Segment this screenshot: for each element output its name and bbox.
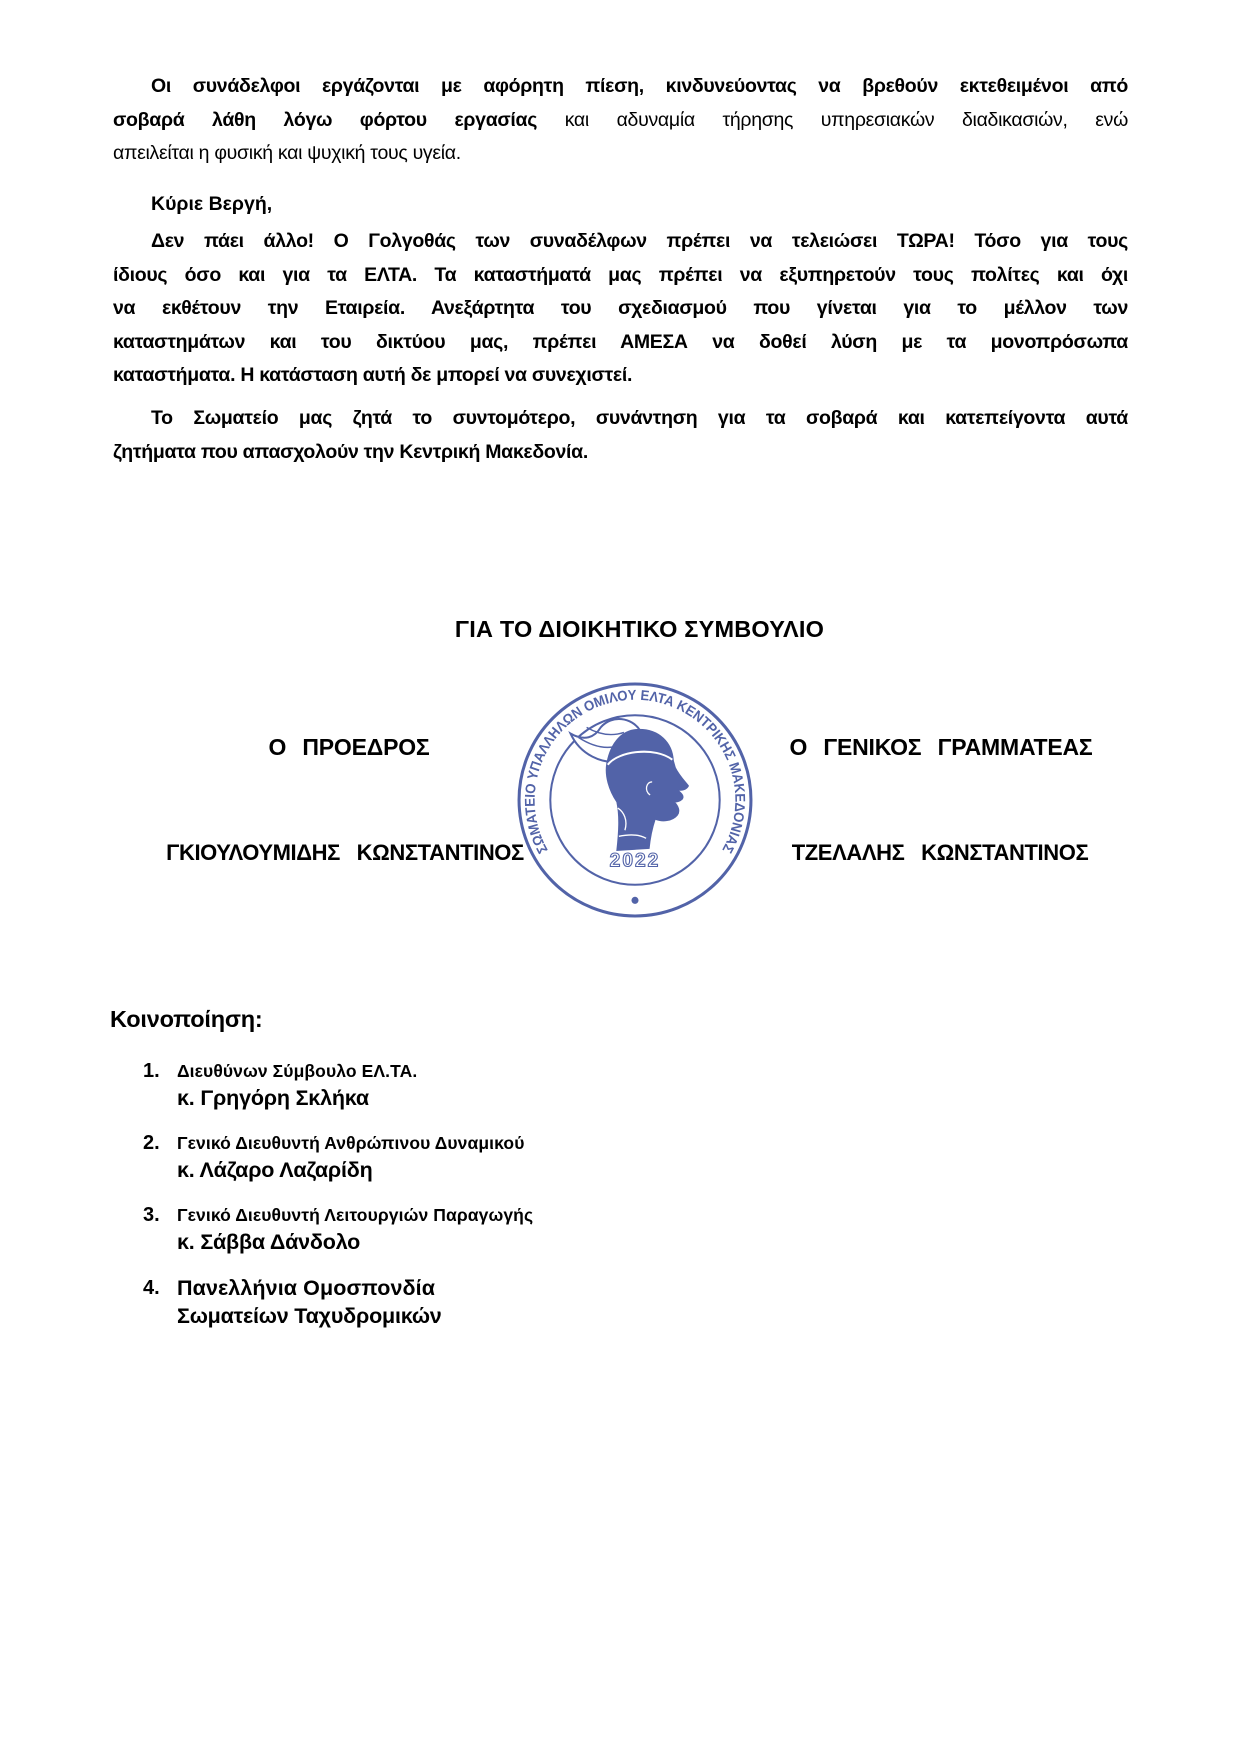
cc-item-number: 1.	[143, 1060, 160, 1082]
paragraph-meeting-request	[113, 402, 1128, 469]
cc-heading: Κοινοποίηση:	[110, 1006, 263, 1032]
general-secretary-name: ΤΖΕΛΑΛΗΣ ΚΩΝΣΤΑΝΤΙΝΟΣ	[791, 840, 1089, 865]
paragraph-line: Δεν πάει άλλο! Ο Γολγοθάς των συναδέλφων πρέπει να τελειώσει ΤΩΡΑ! Τόσο για τους	[151, 230, 1128, 252]
cc-item	[143, 1274, 843, 1330]
paragraph-line: ίδιους όσο και για τα ΕΛΤΑ. Τα καταστήματά μας πρέπει να εξυπηρετούν τους πολίτες και όχι	[113, 263, 1128, 286]
paragraph-line: να εκθέτουν την Εταιρεία. Ανεξάρτητα του σχεδιασμού που γίνεται για το μέλλον των	[113, 297, 1128, 320]
cc-item-role: Γενικό Διευθυντή Λειτουργιών Παραγωγής	[177, 1205, 534, 1225]
paragraph-line: ζητήματα που απασχολούν την Κεντρική Μακεδονία.	[113, 440, 588, 463]
cc-item-org-line1: Πανελλήνια Ομοσπονδία	[177, 1276, 436, 1300]
cc-list	[143, 1058, 843, 1348]
cc-item	[143, 1202, 843, 1256]
seal-graphic	[514, 679, 756, 921]
paragraph-working-conditions	[113, 70, 1128, 171]
general-secretary-title: Ο ΓΕΝΙΚΟΣ ΓΡΑΜΜΑΤΕΑΣ	[789, 734, 1093, 760]
cc-item	[143, 1130, 843, 1184]
union-seal-stamp	[514, 679, 756, 921]
cc-item-number: 4.	[143, 1277, 160, 1299]
paragraph-line: Οι συνάδελφοι εργάζονται με αφόρητη πίεση, κινδυνεύοντας να βρεθούν εκτεθειμένοι από	[151, 75, 1128, 97]
paragraph-line	[113, 104, 1128, 138]
seal-year: 2022	[609, 850, 661, 872]
cc-item-org-line2: Σωματείων Ταχυδρομικών	[177, 1304, 442, 1328]
cc-item-person: κ. Σάββα Δάνδολο	[177, 1230, 361, 1254]
cc-item-number: 2.	[143, 1132, 160, 1154]
cc-item	[143, 1058, 843, 1112]
regular-text-run: και αδυναμία τήρησης υπηρεσιακών διαδικασιών, ενώ	[537, 108, 1128, 131]
cc-item-role: Γενικό Διευθυντή Ανθρώπινου Δυναμικού	[177, 1133, 525, 1153]
paragraph-line: καταστήματα. Η κατάσταση αυτή δε μπορεί να συνεχιστεί.	[113, 364, 633, 387]
cc-item-number: 3.	[143, 1204, 160, 1226]
president-name: ΓΚΙΟΥΛΟΥΜΙΔΗΣ ΚΩΝΣΤΑΝΤΙΝΟΣ	[166, 840, 524, 865]
greeting-line: Κύριε Βεργή,	[151, 193, 273, 215]
paragraph-demand	[113, 225, 1128, 393]
seal-ring-text: ΣΩΜΑΤΕΙΟ ΥΠΑΛΛΗΛΩΝ ΟΜΙΛΟΥ ΕΛΤΑ ΚΕΝΤΡΙΚΗΣ ΜΑΚΕΔΟΝΙΑΣ	[521, 686, 749, 857]
cc-item-person: κ. Γρηγόρη Σκλήκα	[177, 1086, 369, 1110]
cc-item-person: κ. Λάζαρο Λαζαρίδη	[177, 1158, 373, 1182]
seal-bottom-dot	[631, 897, 638, 904]
paragraph-line: απειλείται η φυσική και ψυχική τους υγεία.	[113, 142, 461, 165]
board-heading: ΓΙΑ ΤΟ ΔΙΟΙΚΗΤΙΚΟ ΣΥΜΒΟΥΛΙΟ	[454, 616, 825, 642]
president-title: Ο ΠΡΟΕΔΡΟΣ	[268, 734, 430, 760]
hermes-head-icon	[570, 719, 688, 850]
paragraph-line: Το Σωματείο μας ζητά το συντομότερο, συνάντηση για τα σοβαρά και κατεπείγοντα αυτά	[151, 407, 1128, 429]
paragraph-line: καταστημάτων και του δικτύου μας, πρέπει ΑΜΕΣΑ να δοθεί λύση με τα μονοπρόσωπα	[113, 330, 1128, 353]
cc-item-role: Διευθύνων Σύμβουλο ΕΛ.ΤΑ.	[177, 1061, 418, 1081]
bold-text-run: σοβαρά λάθη λόγω φόρτου εργασίας	[113, 108, 538, 131]
